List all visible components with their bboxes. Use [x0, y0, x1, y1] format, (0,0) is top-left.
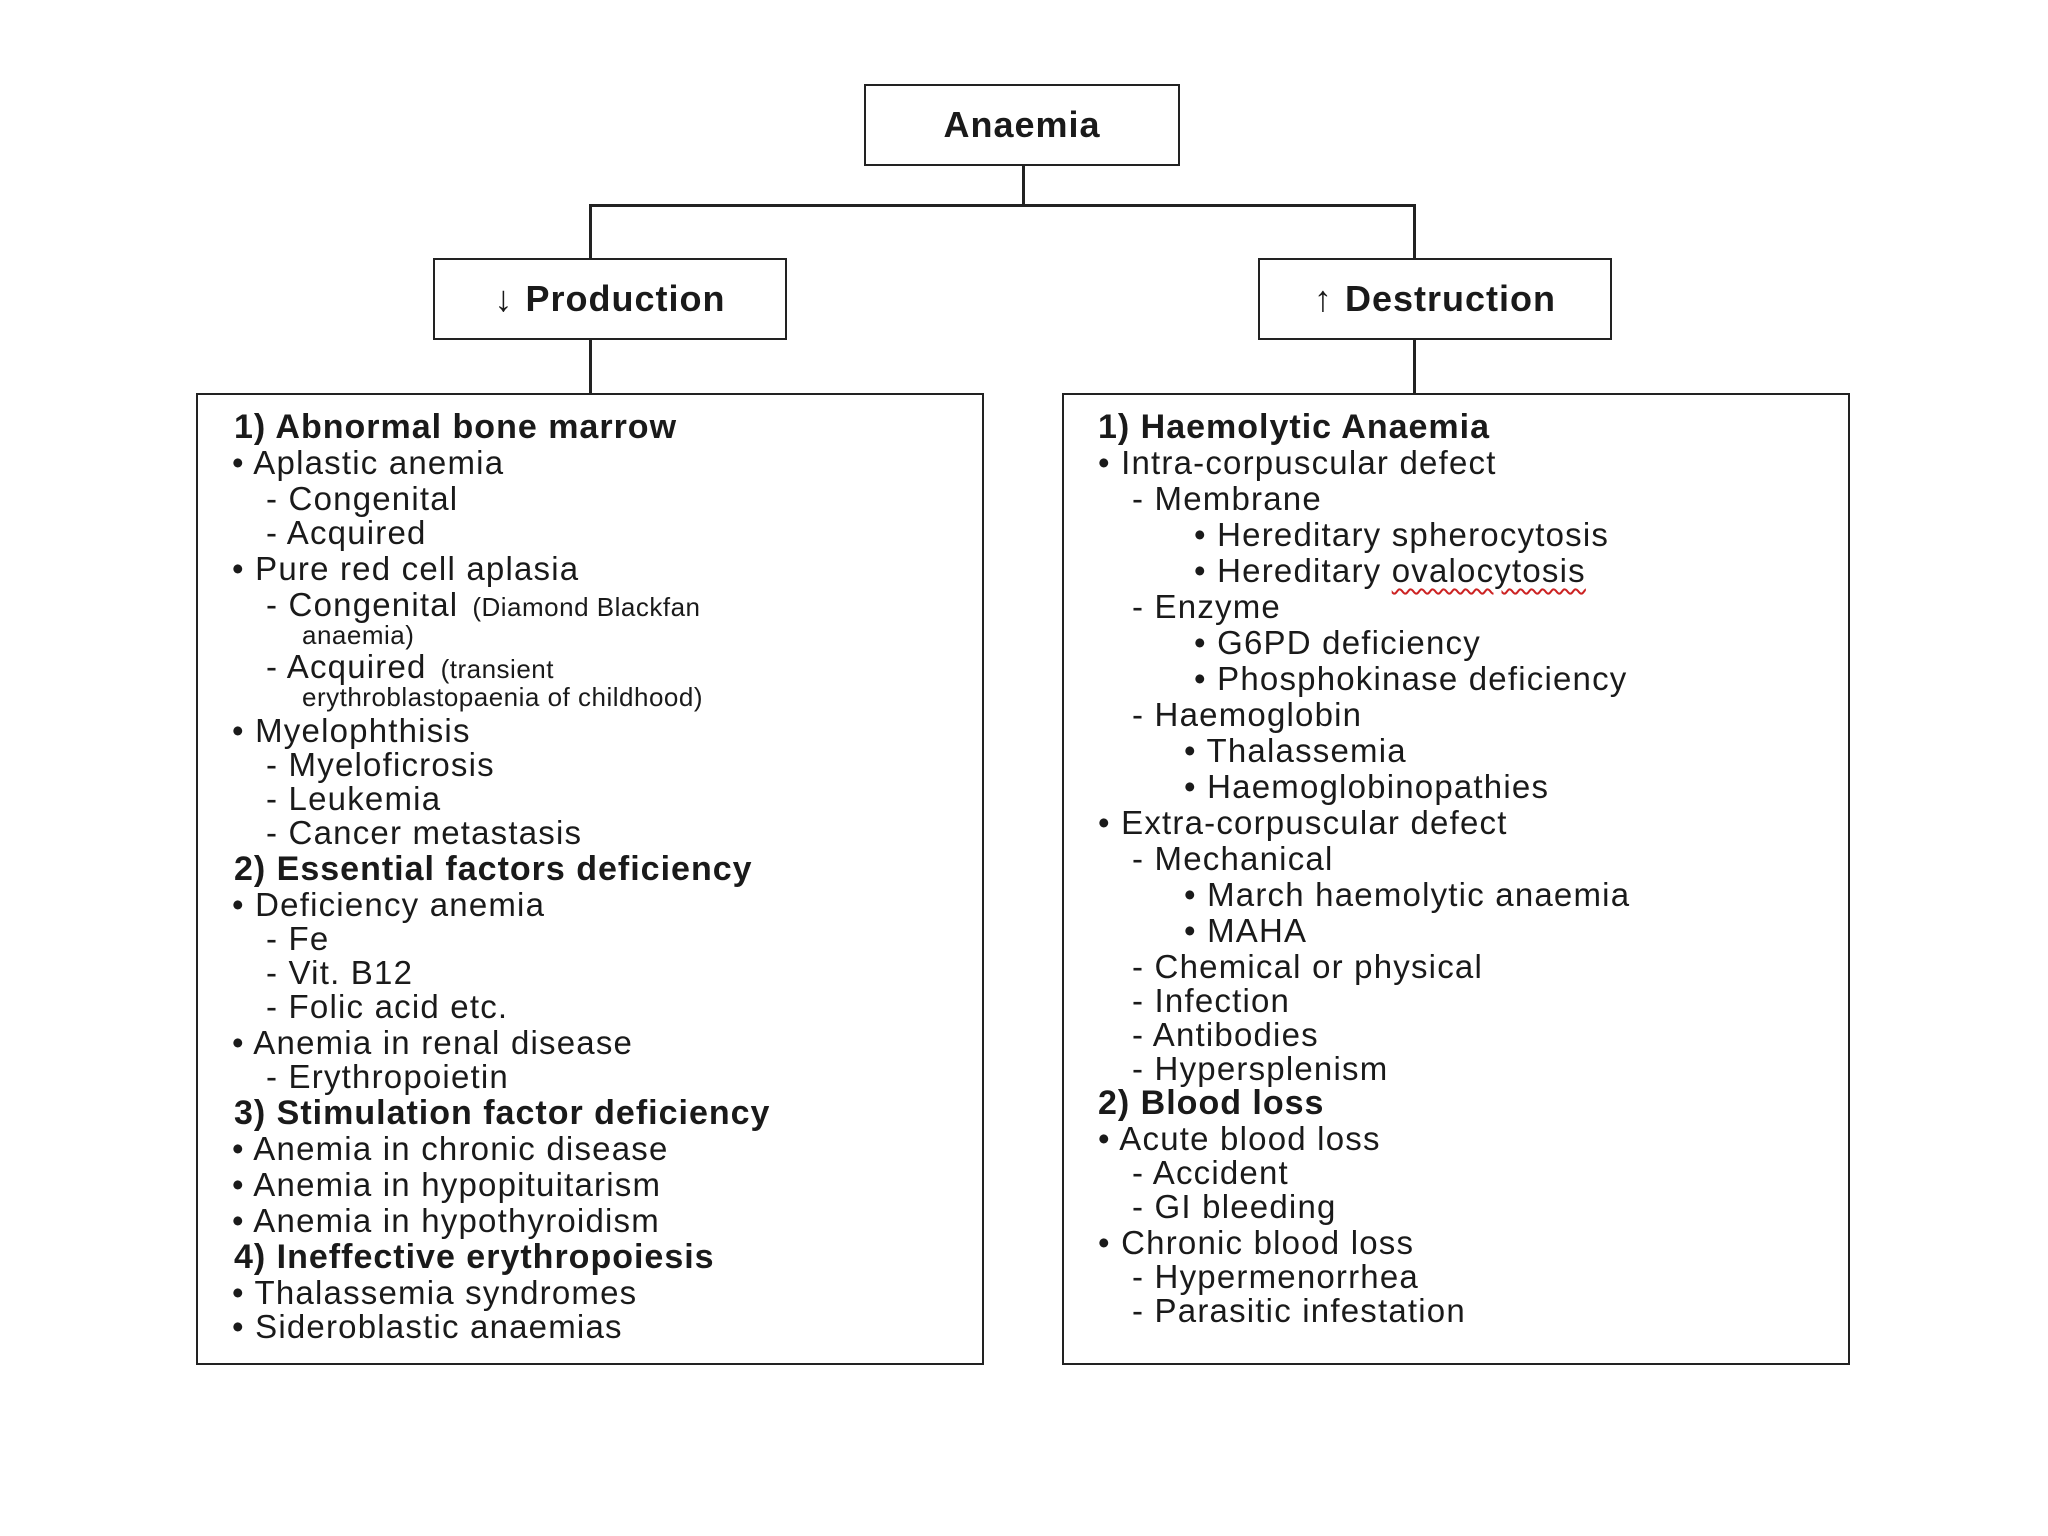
branch-node-production — [433, 258, 787, 340]
list-item-text: - Infection — [1132, 982, 1291, 1019]
list-item — [266, 781, 441, 817]
list-item — [266, 815, 582, 851]
list-item-text: • Haemoglobinopathies — [1184, 768, 1550, 805]
list-item — [232, 1131, 669, 1167]
list-item-text: • Phosphokinase deficiency — [1194, 660, 1628, 697]
list-item — [1132, 589, 1281, 625]
list-item — [266, 989, 508, 1025]
connector-root-down — [1022, 165, 1025, 205]
list-item — [266, 481, 458, 517]
list-item — [232, 1275, 637, 1311]
list-section-heading — [1098, 1085, 1324, 1121]
list-item-text: • Aplastic anemia — [232, 444, 505, 481]
list-item — [1194, 625, 1481, 661]
list-item-text: - Myeloficrosis — [266, 746, 495, 783]
list-item — [1098, 1225, 1414, 1261]
list-item — [1194, 517, 1609, 553]
list-item-text: - Haemoglobin — [1132, 696, 1363, 733]
list-item-text: - Acquired — [266, 514, 427, 551]
list-item — [1132, 697, 1362, 733]
list-item — [266, 921, 329, 957]
list-item-text: 2) Blood loss — [1098, 1084, 1325, 1122]
list-item-text: - Folic acid etc. — [266, 988, 509, 1025]
list-item — [1184, 733, 1407, 769]
list-item — [1194, 661, 1628, 697]
list-item-text: • Hereditary spherocytosis — [1194, 516, 1610, 553]
list-item-text: • Myelophthisis — [232, 712, 471, 749]
list-item — [1132, 1189, 1337, 1225]
list-item-text: - Vit. B12 — [266, 954, 414, 991]
list-item-text: - Membrane — [1132, 480, 1322, 517]
list-section-heading — [234, 1095, 770, 1131]
list-item — [1098, 805, 1508, 841]
list-item-text: - Hypermenorrhea — [1132, 1258, 1419, 1295]
list-item-text: - Hypersplenism — [1132, 1050, 1389, 1087]
destruction-causes-list — [1062, 393, 1850, 1365]
list-item-text: • Anemia in renal disease — [232, 1024, 634, 1061]
list-item-text: - Congenital — [266, 586, 459, 623]
list-item-text: • MAHA — [1184, 912, 1308, 949]
list-item — [232, 551, 579, 587]
list-item-text: • Thalassemia — [1184, 732, 1407, 769]
connector-to-production — [589, 204, 592, 260]
list-item-text: - Congenital — [266, 480, 459, 517]
branch-node-destruction — [1258, 258, 1612, 340]
list-item — [1132, 1293, 1466, 1329]
list-item-text: • Anemia in chronic disease — [232, 1130, 669, 1167]
list-item-text: - Leukemia — [266, 780, 442, 817]
list-item — [232, 1309, 623, 1345]
list-item — [1098, 1121, 1381, 1157]
list-item-text: anaemia) — [302, 620, 415, 650]
list-item — [302, 677, 703, 715]
list-item — [266, 515, 427, 551]
list-item — [266, 747, 495, 783]
list-item — [232, 887, 545, 923]
down-arrow-icon: ↓ — [494, 278, 514, 319]
production-causes-list — [196, 393, 984, 1365]
list-section-heading — [234, 1239, 715, 1275]
connector-production-to-list — [589, 340, 592, 394]
list-item-text: • Anemia in hypothyroidism — [232, 1202, 660, 1239]
list-item-text: - GI bleeding — [1132, 1188, 1337, 1225]
list-item — [1132, 1017, 1319, 1053]
list-item-text: erythroblastopaenia of childhood) — [302, 682, 703, 712]
list-item-text: - Acquired — [266, 648, 427, 685]
list-item-text: • Deficiency anemia — [232, 886, 546, 923]
list-item-text-spellcheck: ovalocytosis — [1391, 552, 1586, 589]
list-item — [232, 445, 504, 481]
list-item — [266, 1059, 509, 1095]
list-item — [1132, 1155, 1289, 1191]
list-item-text: 2) Essential factors deficiency — [234, 850, 753, 888]
list-item-text: - Mechanical — [1132, 840, 1334, 877]
list-item-text: • Intra-corpuscular defect — [1098, 444, 1497, 481]
list-item-note: (transient — [440, 654, 554, 684]
root-node-anaemia — [864, 84, 1180, 166]
list-item — [232, 1203, 660, 1239]
list-item-text: • Pure red cell aplasia — [232, 550, 580, 587]
list-item-text: - Erythropoietin — [266, 1058, 509, 1095]
list-item-text: • Sideroblastic anaemias — [232, 1308, 623, 1345]
list-item — [1184, 877, 1630, 913]
list-item — [1098, 445, 1497, 481]
list-item-text: - Chemical or physical — [1132, 948, 1484, 985]
list-item — [1132, 1051, 1388, 1087]
list-section-heading — [1098, 409, 1490, 445]
connector-destruction-to-list — [1413, 340, 1416, 394]
list-item-text: • Chronic blood loss — [1098, 1224, 1415, 1261]
connector-to-destruction — [1413, 204, 1416, 260]
list-item-text: • Extra-corpuscular defect — [1098, 804, 1508, 841]
root-node-label: Anaemia — [943, 104, 1101, 145]
list-item — [1132, 949, 1483, 985]
list-item-text: 4) Ineffective erythropoiesis — [234, 1238, 715, 1276]
list-item — [1132, 841, 1333, 877]
list-item-text: - Enzyme — [1132, 588, 1281, 625]
list-item-text: • Acute blood loss — [1098, 1120, 1381, 1157]
list-section-heading — [234, 409, 677, 445]
list-item — [232, 1025, 633, 1061]
connector-horizontal — [589, 204, 1416, 207]
list-item-text: - Antibodies — [1132, 1016, 1319, 1053]
list-item — [232, 1167, 661, 1203]
list-section-heading — [234, 851, 753, 887]
list-item-text: 3) Stimulation factor deficiency — [234, 1094, 771, 1132]
list-item — [1184, 769, 1549, 805]
list-item-text: • Thalassemia syndromes — [232, 1274, 638, 1311]
branch-destruction-label: Destruction — [1344, 278, 1557, 319]
list-item-text: 1) Haemolytic Anaemia — [1098, 408, 1490, 446]
list-item — [266, 955, 413, 991]
list-item — [1184, 913, 1307, 949]
list-item — [1132, 481, 1322, 517]
list-item-text: - Parasitic infestation — [1132, 1292, 1466, 1329]
list-item-text: - Cancer metastasis — [266, 814, 583, 851]
list-item-text: - Accident — [1132, 1154, 1289, 1191]
branch-production-label: Production — [525, 278, 726, 319]
list-item — [232, 713, 471, 749]
list-item-text: • G6PD deficiency — [1194, 624, 1481, 661]
list-item-text: - Fe — [266, 920, 330, 957]
list-item — [1132, 983, 1290, 1019]
up-arrow-icon: ↑ — [1313, 278, 1333, 319]
list-item-text: 1) Abnormal bone marrow — [234, 408, 678, 446]
list-item-text: • Hereditary — [1194, 552, 1392, 589]
list-item — [1132, 1259, 1419, 1295]
list-item — [1194, 553, 1586, 589]
list-item-text: • March haemolytic anaemia — [1184, 876, 1631, 913]
list-item-note: (Diamond Blackfan — [472, 592, 701, 622]
list-item-text: • Anemia in hypopituitarism — [232, 1166, 662, 1203]
